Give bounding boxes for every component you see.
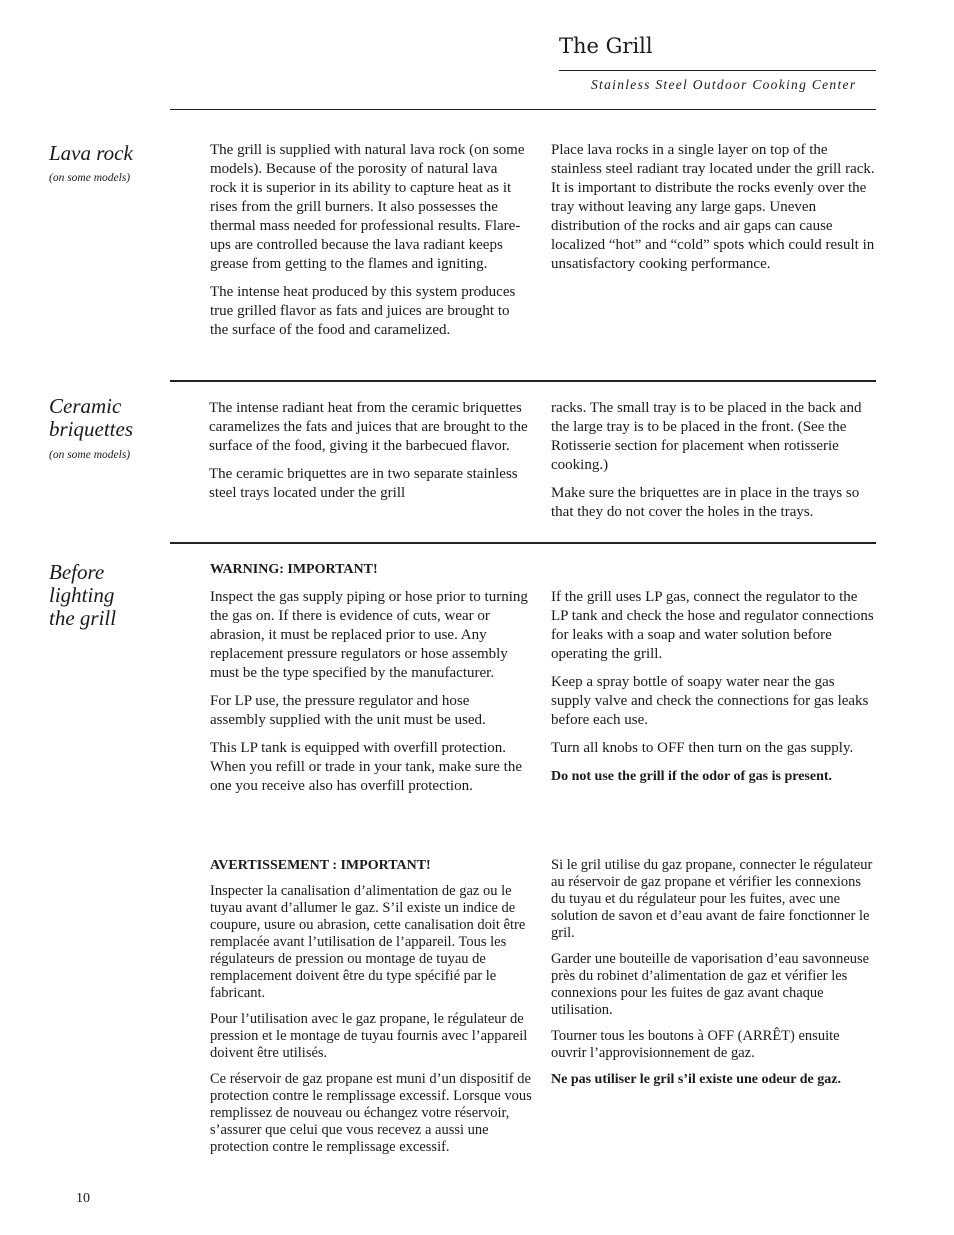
before-left-column-en [210, 560, 528, 805]
paragraph: If the grill uses LP gas, connect the regulator to the LP tank and check the hose and regulator connections for leaks with a soap and water solution before operating the grill. [551, 589, 874, 662]
gas-odor-warning-fr: Ne pas utiliser le gril s’il existe une odeur de gaz. [551, 1072, 841, 1087]
heading-text-line1: Before [49, 560, 105, 584]
section-heading-before-lighting [49, 561, 116, 630]
paragraph: The intense radiant heat from the ceramic briquettes caramelizes the fats and juices that are brought to the surface of the food, giving it the barbecued flavor. [209, 400, 528, 454]
heading-text: Lava rock [49, 141, 133, 165]
header-rule-long [170, 109, 876, 110]
section-divider [170, 380, 876, 382]
ceramic-right-column [551, 399, 877, 531]
before-right-column-en [551, 588, 877, 795]
paragraph: Keep a spray bottle of soapy water near the gas supply valve and check the connections for gas leaks before each use. [551, 674, 869, 728]
section-note-ceramic: (on some models) [49, 449, 131, 461]
paragraph: For LP use, the pressure regulator and hose assembly supplied with the unit must be used. [210, 693, 486, 728]
paragraph: Make sure the briquettes are in place in the trays so that they do not cover the holes in the trays. [551, 485, 860, 520]
paragraph: Ce réservoir de gaz propane est muni d’un dispositif de protection contre le remplissage excessif. Lorsque vous remplissez de nouveau ou échangez votre réservoir, s’assurer que celui que vous recevez a aussi une protection contre le remplissage excessif. [210, 1071, 532, 1155]
before-left-column-fr [210, 857, 535, 1165]
paragraph: racks. The small tray is to be placed in the back and the large tray is to be placed in the front. (See the Rotisserie section for placement when rotisserie cooking.) [551, 400, 862, 473]
paragraph: Place lava rocks in a single layer on top of the stainless steel radiant tray located under the grill rack. It is important to distribute the rocks evenly over the tray without leaving any large gaps. Uneven distribution of the rocks and air gaps can cause localized “hot” and “cold” spots which could result in unsatisfactory cooking performance. [551, 142, 875, 272]
paragraph: The intense heat produced by this system produces true grilled flavor as fats and juices are brought to the surface of the food and caramelized. [210, 284, 516, 338]
lava-rock-right-column [551, 141, 877, 283]
paragraph: Inspect the gas supply piping or hose prior to turning the gas on. If there is evidence of cuts, wear or abrasion, it must be replaced prior to use. Any replacement pressure regulators or hose assembly must be the type specified by the manufacturer. [210, 589, 528, 681]
section-heading-ceramic-briquettes [49, 395, 133, 441]
page-number: 10 [76, 1191, 90, 1206]
before-right-column-fr [551, 857, 873, 1097]
ceramic-left-column [209, 399, 531, 512]
paragraph: This LP tank is equipped with overfill protection. When you refill or trade in your tank, make sure the one you receive also has overfill protection. [210, 740, 522, 794]
page-title: The Grill [559, 34, 653, 58]
paragraph: Si le gril utilise du gaz propane, connecter le régulateur au réservoir de gaz propane et vérifier les connexions du tuyau et du régulateur pour les fuites, avec une solution de savon et d’eau avant de faire fonctionner le gril. [551, 857, 873, 941]
heading-text-line2: lighting [49, 583, 115, 607]
section-divider [170, 542, 876, 544]
lava-rock-left-column [210, 141, 525, 349]
heading-text-line3: the grill [49, 606, 117, 630]
warning-heading-fr: AVERTISSEMENT : IMPORTANT! [210, 858, 431, 873]
gas-odor-warning: Do not use the grill if the odor of gas is present. [551, 769, 833, 784]
section-heading-lava-rock [49, 142, 133, 165]
paragraph: Inspecter la canalisation d’alimentation de gaz ou le tuyau avant d’allumer le gaz. S’il existe un indice de coupure, usure ou abrasion, cette canalisation doit être remplacée avant l’utilisation de l’appareil. Tous les régulateurs de pression ou montage de tuyau de remplacement doivent être du type spécifié par le fabricant. [210, 883, 526, 1001]
heading-text-line2: briquettes [49, 417, 133, 441]
header-rule-short [559, 70, 876, 71]
paragraph: Garder une bouteille de vaporisation d’eau savonneuse près du robinet d’alimentation de gaz et vérifier les connexions pour les fuites de gaz avant chaque utilisation. [551, 951, 870, 1018]
paragraph: Pour l’utilisation avec le gaz propane, le régulateur de pression et le montage de tuyau fournis avec l’appareil doivent être utilisés. [210, 1011, 528, 1061]
paragraph: The grill is supplied with natural lava rock (on some models). Because of the porosity of natural lava rock it is superior in its ability to capture heat as it rises from the grill burners. It also possesses the thermal mass needed for professional results. Flare-ups are controlled because the lava radiant keeps grease from getting to the flames and igniting. [210, 142, 525, 272]
heading-text-line1: Ceramic [49, 394, 122, 418]
warning-heading: WARNING: IMPORTANT! [210, 562, 378, 577]
paragraph: The ceramic briquettes are in two separate stainless steel trays located under the grill [209, 466, 518, 501]
section-note-lava-rock: (on some models) [49, 172, 131, 184]
page-subtitle: Stainless Steel Outdoor Cooking Center [591, 77, 857, 92]
paragraph: Turn all knobs to OFF then turn on the gas supply. [551, 740, 854, 756]
paragraph: Tourner tous les boutons à OFF (ARRÊT) ensuite ouvrir l’approvisionnement de gaz. [551, 1028, 840, 1061]
